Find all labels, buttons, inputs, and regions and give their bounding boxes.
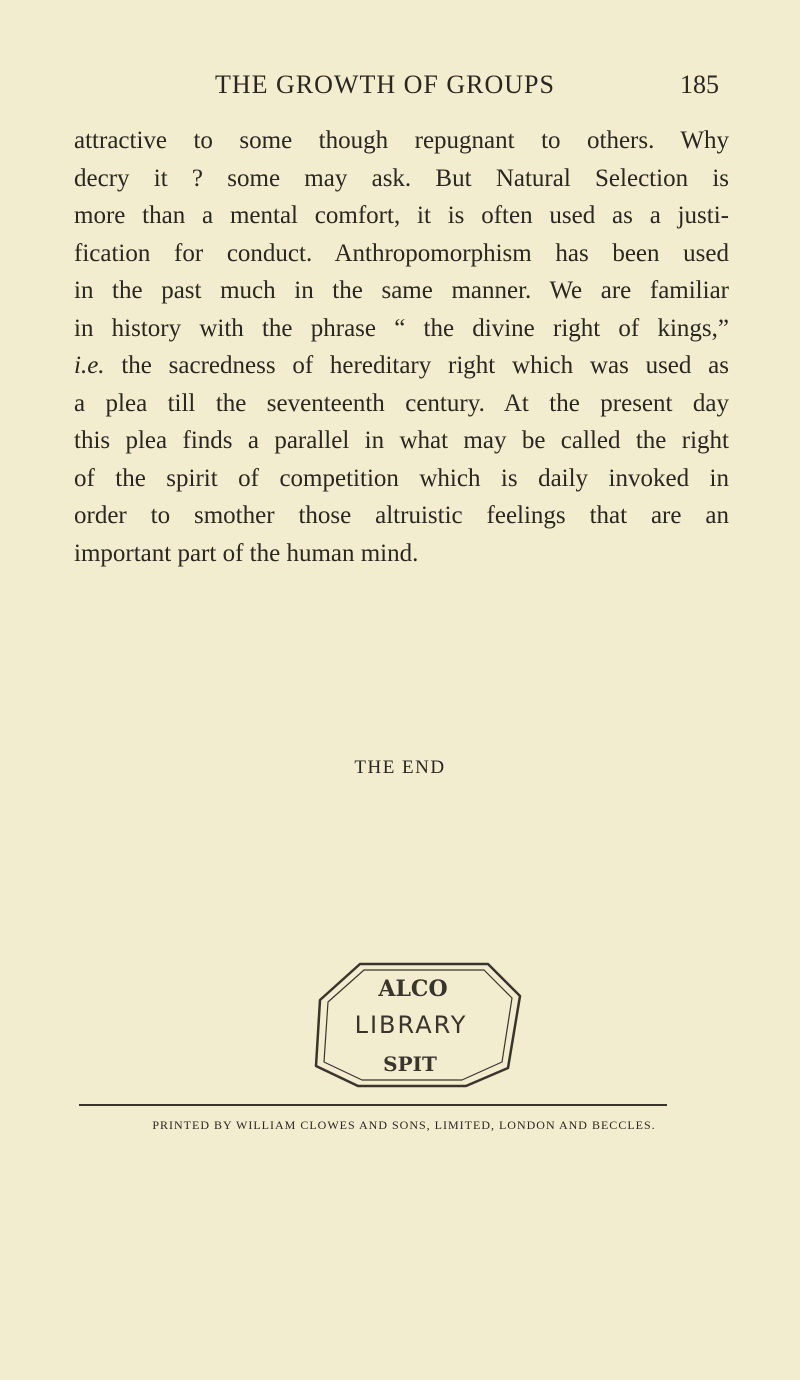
stamp-top-text: ALCO — [378, 976, 448, 1002]
text-line: in the past much in the same manner. We are familiar — [74, 277, 729, 304]
text-line-rest: the sacredness of hereditary right which was used as — [121, 352, 730, 379]
stamp-bottom-text: SPIT — [383, 1052, 437, 1076]
text-line: this plea finds a parallel in what may be called the right — [74, 427, 729, 454]
text-line: more than a mental comfort, it is often used as a justi- — [74, 202, 729, 229]
text-line-with-italic — [74, 347, 729, 385]
printer-colophon: PRINTED BY WILLIAM CLOWES AND SONS, LIMITED, LONDON AND BECCLES. — [152, 1118, 656, 1132]
stamp-middle-text: LIBRARY — [354, 1011, 468, 1039]
library-stamp — [298, 958, 524, 1088]
running-head — [0, 70, 800, 110]
text-line: attractive to some though repugnant to others. Why — [74, 127, 729, 154]
body-paragraph — [74, 122, 729, 572]
text-line: fication for conduct. Anthropomorphism has been used — [74, 239, 729, 267]
italic-abbreviation: i.e. — [74, 352, 105, 379]
text-line: order to smother those altruistic feelings that are an — [74, 502, 729, 529]
text-line: of the spirit of competition which is daily invoked in — [74, 464, 729, 492]
text-line: decry it ? some may ask. But Natural Selection is — [74, 164, 729, 192]
running-title: THE GROWTH OF GROUPS — [215, 70, 555, 99]
text-line-last: important part of the human mind. — [74, 539, 419, 567]
text-line: in history with the phrase “ the divine right of kings,” — [74, 314, 729, 342]
page-number: 185 — [680, 70, 719, 99]
colophon-rule — [79, 1104, 667, 1106]
library-stamp-icon — [298, 958, 524, 1088]
the-end-heading: THE END — [354, 757, 446, 778]
text-line: a plea till the seventeenth century. At the present day — [74, 389, 729, 417]
